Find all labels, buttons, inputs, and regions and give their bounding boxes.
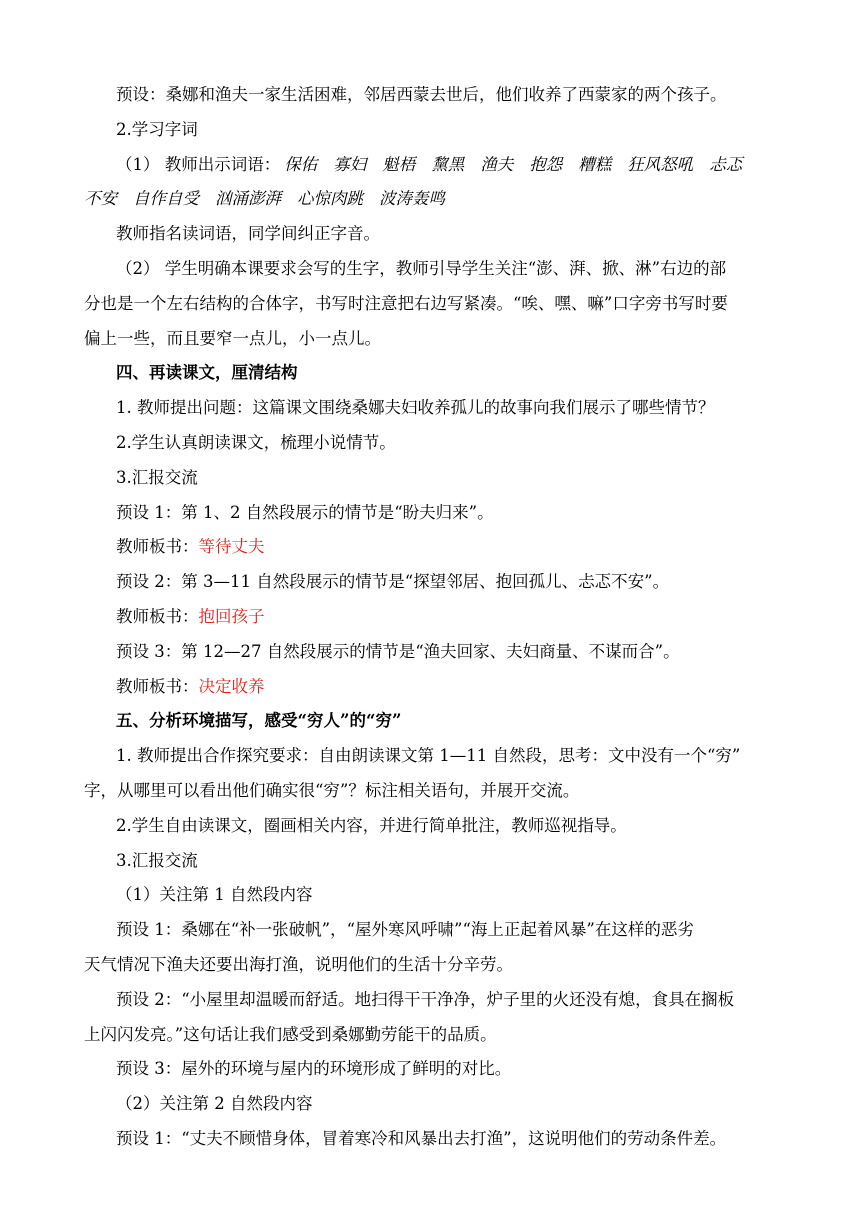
- vocab-word: 魁梧: [382, 154, 416, 174]
- section-heading: 四、再读课文，厘清结构: [116, 363, 298, 383]
- paragraph: 预设 1：“丈夫不顾惜身体，冒着寒冷和风暴出去打渔”，这说明他们的劳动条件差。: [116, 1128, 727, 1148]
- board-highlight: 决定收养: [198, 676, 265, 696]
- paragraph: 1. 教师提出合作探究要求：自由朗读课文第 1—11 自然段，思考：文中没有一个“穷”: [116, 746, 741, 766]
- board-note: [84, 530, 784, 565]
- paragraph: 2.学生自由读课文，圈画相关内容，并进行简单批注，教师巡视指导。: [116, 815, 627, 835]
- vocab-word: 抱怨: [529, 154, 563, 174]
- paragraph: 预设 3：屋外的环境与屋内的环境形成了鲜明的对比。: [116, 1059, 512, 1079]
- board-highlight: 等待丈夫: [198, 537, 265, 557]
- vocab-lead: （1） 教师出示词语：: [116, 154, 281, 174]
- vocab-word: 糟糕: [578, 154, 612, 174]
- paragraph: （2）关注第 2 自然段内容: [116, 1094, 313, 1114]
- board-highlight: 抱回孩子: [198, 606, 265, 626]
- paragraph: 预设：桑娜和渔夫一家生活困难，邻居西蒙去世后，他们收养了西蒙家的两个孩子。: [116, 85, 727, 104]
- paragraph: 2.学习字词: [116, 119, 198, 139]
- vocab-word: 波涛轰鸣: [379, 189, 445, 209]
- paragraph: 教师指名读词语，同学间纠正字音。: [116, 224, 380, 244]
- paragraph: 预设 2：“小屋里却温暖而舒适。地扫得干干净净，炉子里的火还没有熄，食具在搁板: [116, 989, 735, 1009]
- paragraph: 上闪闪发亮。”这句话让我们感受到桑娜勤劳能干的品质。: [84, 1024, 497, 1044]
- paragraph: 预设 1：第 1、2 自然段展示的情节是“盼夫归来”。: [116, 502, 494, 522]
- paragraph: （1）关注第 1 自然段内容: [116, 885, 313, 905]
- section-heading: 五、分析环境描写，感受“穷人”的“穷”: [116, 711, 402, 731]
- vocab-word: 狂风怒吼: [627, 154, 694, 174]
- paragraph: 预设 1：桑娜在“补一张破帆”，“屋外寒风呼啸”“海上正起着风暴”在这样的恶劣: [116, 920, 694, 940]
- vocab-word: 寡妇: [333, 154, 367, 174]
- board-label: 教师板书：: [116, 676, 199, 696]
- paragraph: 天气情况下渔夫还要出海打渔，说明他们的生活十分辛劳。: [84, 954, 513, 974]
- board-note: [84, 600, 784, 635]
- paragraph: 1. 教师提出问题：这篇课文围绕桑娜夫妇收养孤儿的故事向我们展示了哪些情节？: [116, 398, 715, 418]
- vocab-word: 不安: [84, 189, 117, 209]
- vocab-word: 渔夫: [480, 154, 514, 174]
- vocab-word: 保佑: [284, 154, 318, 174]
- board-label: 教师板书：: [116, 537, 199, 557]
- board-note: [84, 670, 784, 705]
- vocab-word: 黧黑: [431, 154, 465, 174]
- paragraph: 字，从哪里可以看出他们确实很“穷”？标注相关语句，并展开交流。: [84, 780, 580, 800]
- paragraph: 3.汇报交流: [116, 850, 198, 870]
- document-body: [84, 78, 784, 1157]
- paragraph: 2.学生认真朗读课文，梳理小说情节。: [116, 432, 396, 452]
- vocab-list-row-1: [84, 148, 784, 183]
- paragraph: 预设 2：第 3—11 自然段展示的情节是“探望邻居、抱回孤儿、忐忑不安”。: [116, 572, 670, 592]
- paragraph: 3.汇报交流: [116, 467, 198, 487]
- paragraph: 预设 3：第 12—27 自然段展示的情节是“渔夫回家、夫妇商量、不谋而合”。: [116, 641, 680, 661]
- vocab-list-row-2: [84, 182, 784, 217]
- vocab-word: 忐忑: [709, 154, 743, 174]
- paragraph: 分也是一个左右结构的合体字，书写时注意把右边写紧凑。“唉、嘿、嘛”口字旁书写时要: [84, 293, 728, 313]
- vocab-word: 汹涌澎湃: [215, 189, 281, 209]
- vocab-word: 心惊肉跳: [297, 189, 363, 209]
- paragraph: （2） 学生明确本课要求会写的生字，教师引导学生关注“澎、湃、掀、淋”右边的部: [116, 258, 727, 278]
- vocab-word: 自作自受: [133, 189, 199, 209]
- paragraph: 偏上一些，而且要窄一点儿，小一点儿。: [84, 328, 381, 348]
- board-label: 教师板书：: [116, 606, 199, 626]
